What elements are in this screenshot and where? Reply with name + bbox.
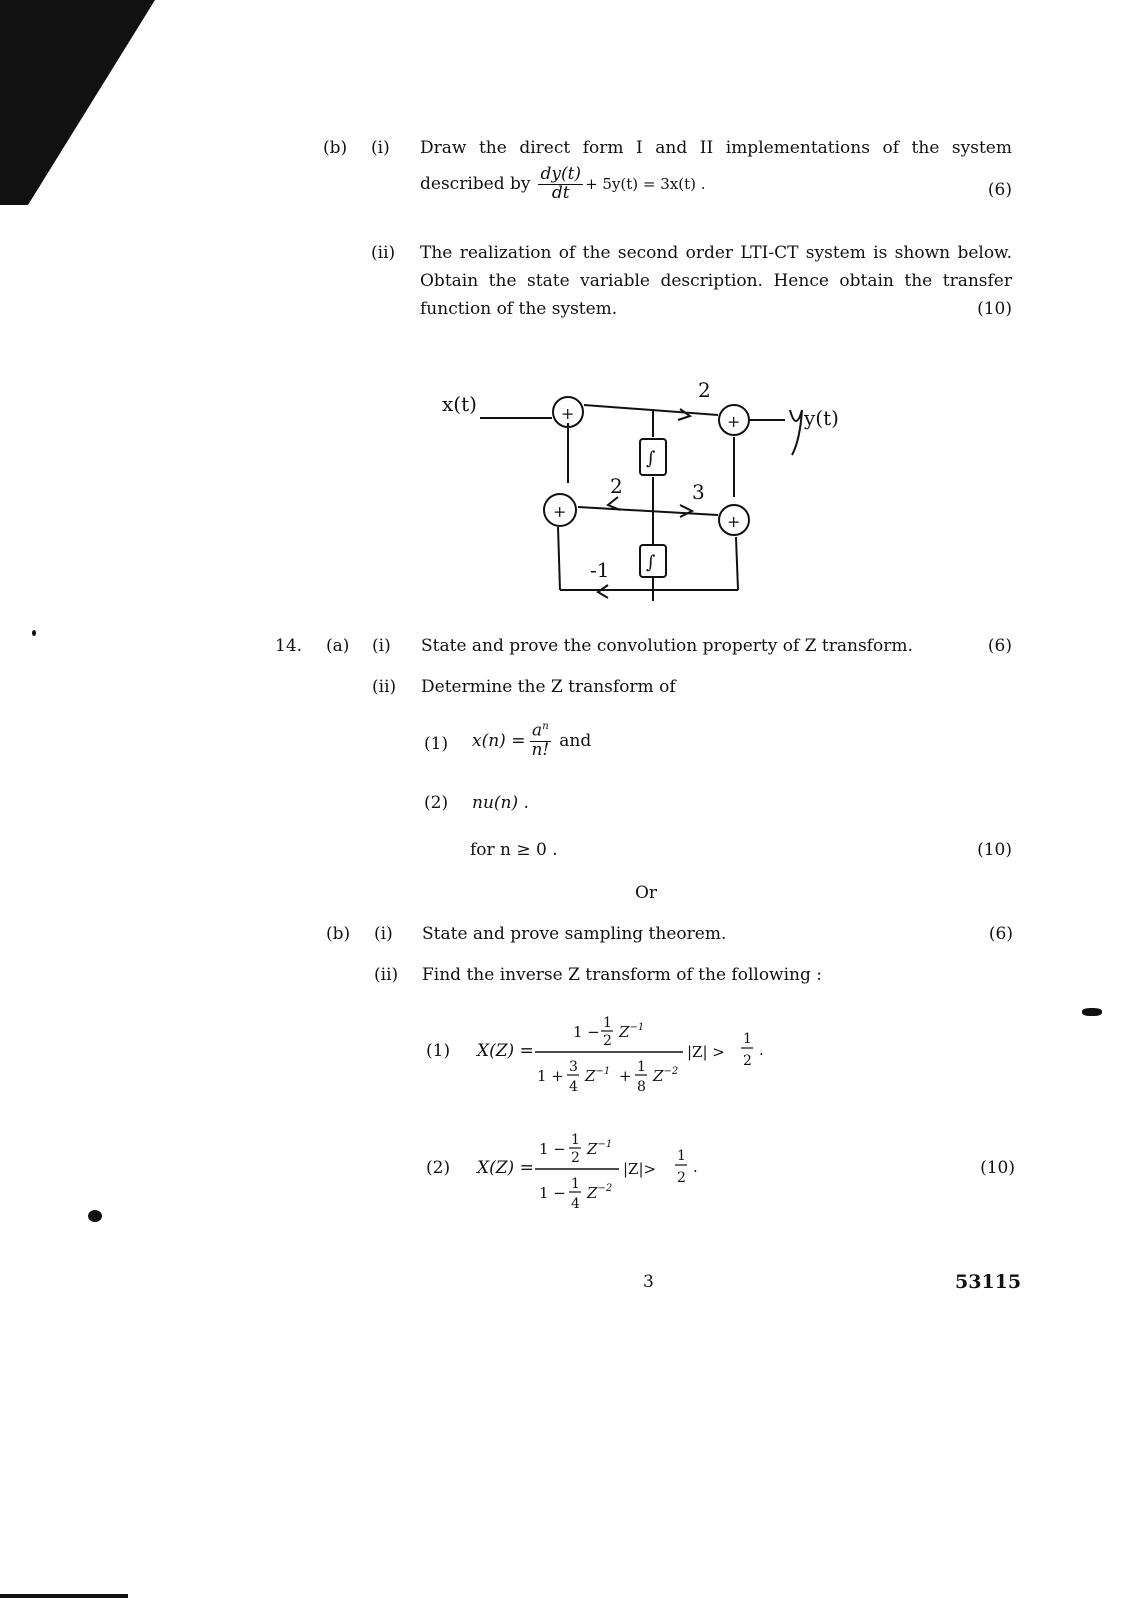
item-label: (1) — [424, 734, 449, 754]
marks: (6) — [988, 924, 1013, 944]
adder-sign: + — [727, 512, 741, 531]
roc-condition: |Z|> — [623, 1160, 657, 1178]
arrowhead — [680, 505, 692, 517]
scan-bottom-edge — [0, 1594, 128, 1598]
numerator-z: $Z^{-1}$ — [619, 1022, 645, 1041]
adder-sign: + — [561, 404, 575, 423]
roc-fraction-den: 2 — [743, 1053, 752, 1069]
fraction-numerator: dy(t) — [540, 164, 582, 184]
marks: (6) — [987, 180, 1012, 200]
denominator-fraction-num: 1 — [637, 1059, 646, 1075]
question-text: State and prove sampling theorem. — [422, 924, 727, 944]
numerator-fraction-den: 2 — [571, 1150, 580, 1166]
roc-fraction-den: 2 — [677, 1170, 686, 1186]
forward-path-line — [584, 405, 718, 415]
period: . — [693, 1158, 698, 1176]
derivative-fraction — [538, 166, 583, 203]
part-label-b: (b) — [323, 138, 348, 158]
middle-horizontal-line — [578, 507, 718, 515]
integrator-symbol: ∫ — [646, 448, 656, 469]
subpart-label-ii: (ii) — [372, 677, 397, 697]
denominator-fraction-num: 1 — [571, 1176, 580, 1192]
output-label: y(t) — [804, 406, 839, 430]
condition: for n ≥ 0 . — [470, 840, 558, 860]
fraction-denominator: dt — [551, 182, 570, 203]
numerator-text: 1 − — [539, 1140, 566, 1158]
expression-lhs: X(Z) = — [477, 1041, 534, 1061]
denominator-text: 1 + — [537, 1067, 564, 1085]
roc-fraction-num: 1 — [743, 1031, 752, 1047]
expression-lhs: x(n) = — [472, 730, 526, 751]
period: . — [759, 1041, 764, 1059]
part-label-b: (b) — [326, 924, 351, 944]
scan-corner-shadow — [0, 0, 160, 210]
inverse-z-fraction-1 — [535, 1005, 775, 1105]
expression-lhs: X(Z) = — [477, 1158, 534, 1178]
roc-fraction-num: 1 — [677, 1148, 686, 1164]
arrowhead — [678, 409, 690, 420]
output-scribble — [790, 410, 802, 455]
denominator-z: $Z^{-2}$ — [653, 1066, 679, 1085]
question-text: The realization of the second order LTI-CT system is shown below. — [420, 243, 1012, 263]
subpart-label-ii: (ii) — [371, 243, 396, 263]
numerator-fraction-num: 1 — [571, 1132, 580, 1148]
scan-speck — [88, 1210, 102, 1222]
denominator-fraction-num: 3 — [569, 1059, 578, 1075]
item-label: (2) — [426, 1158, 451, 1178]
or-separator: Or — [635, 883, 658, 903]
question-text: Obtain the state variable description. Hence obtain the transfer — [420, 271, 1012, 291]
marks: (10) — [977, 840, 1012, 860]
equation-rest: + 5y(t) = 3x(t) . — [585, 175, 706, 194]
realization-diagram — [440, 365, 860, 610]
gain-bottom: -1 — [590, 558, 610, 582]
denominator-plus: + — [619, 1067, 632, 1085]
roc-condition: |Z| > — [687, 1043, 725, 1061]
scan-speck — [1082, 1008, 1102, 1016]
conjunction: and — [559, 730, 592, 751]
z-transform-expression-1 — [472, 722, 591, 759]
numerator-exponent: n — [542, 721, 549, 732]
denominator-z: $Z^{-1}$ — [585, 1066, 611, 1085]
adder-sign: + — [553, 502, 567, 521]
subpart-label-i: (i) — [374, 924, 393, 944]
arrowhead — [598, 585, 608, 598]
numerator-base: a — [532, 720, 543, 741]
marks: (10) — [980, 1158, 1015, 1178]
numerator-fraction-num: 1 — [603, 1015, 612, 1031]
numerator-fraction-den: 2 — [603, 1033, 612, 1049]
expression-fraction — [529, 722, 551, 759]
denominator-fraction-den: 8 — [637, 1079, 646, 1095]
left-lower-line — [558, 527, 560, 590]
part-label-a: (a) — [326, 636, 350, 656]
gain-mid-right: 3 — [692, 480, 705, 504]
gain-mid-left: 2 — [610, 474, 623, 498]
right-lower-line — [736, 537, 738, 590]
equation-prefix: described by — [420, 174, 531, 195]
inverse-z-fraction-2 — [535, 1122, 715, 1222]
denominator-text: 1 − — [539, 1184, 566, 1202]
page-number: 3 — [643, 1272, 654, 1292]
integrator-symbol: ∫ — [646, 552, 656, 573]
denominator-z: $Z^{-2}$ — [587, 1183, 613, 1202]
numerator-text: 1 − — [573, 1023, 600, 1041]
paper-code: 53115 — [955, 1271, 1022, 1293]
scan-speck — [32, 630, 36, 636]
item-label: (2) — [424, 793, 449, 813]
subpart-label-i: (i) — [371, 138, 390, 158]
question-number: 14. — [275, 636, 303, 656]
subpart-label-i: (i) — [372, 636, 391, 656]
gain-top: 2 — [698, 378, 711, 402]
subpart-label-ii: (ii) — [374, 965, 399, 985]
marks: (10) — [977, 299, 1012, 319]
adder-sign: + — [727, 412, 741, 431]
marks: (6) — [987, 636, 1012, 656]
question-text: Draw the direct form I and II implementations of the system — [420, 138, 1012, 158]
input-label: x(t) — [442, 392, 477, 416]
differential-equation — [420, 166, 706, 203]
z-transform-expression-2: nu(n) . — [472, 793, 529, 813]
fraction-denominator: n! — [531, 739, 550, 760]
denominator-fraction-den: 4 — [569, 1079, 578, 1095]
item-label: (1) — [426, 1041, 451, 1061]
fraction-numerator — [530, 722, 551, 742]
question-text: Find the inverse Z transform of the following : — [422, 965, 822, 985]
question-text: function of the system. — [420, 299, 618, 319]
denominator-fraction-den: 4 — [571, 1196, 580, 1212]
numerator-z: $Z^{-1}$ — [587, 1139, 613, 1158]
question-text: State and prove the convolution property of Z transform. — [421, 636, 913, 656]
question-text: Determine the Z transform of — [421, 677, 676, 697]
